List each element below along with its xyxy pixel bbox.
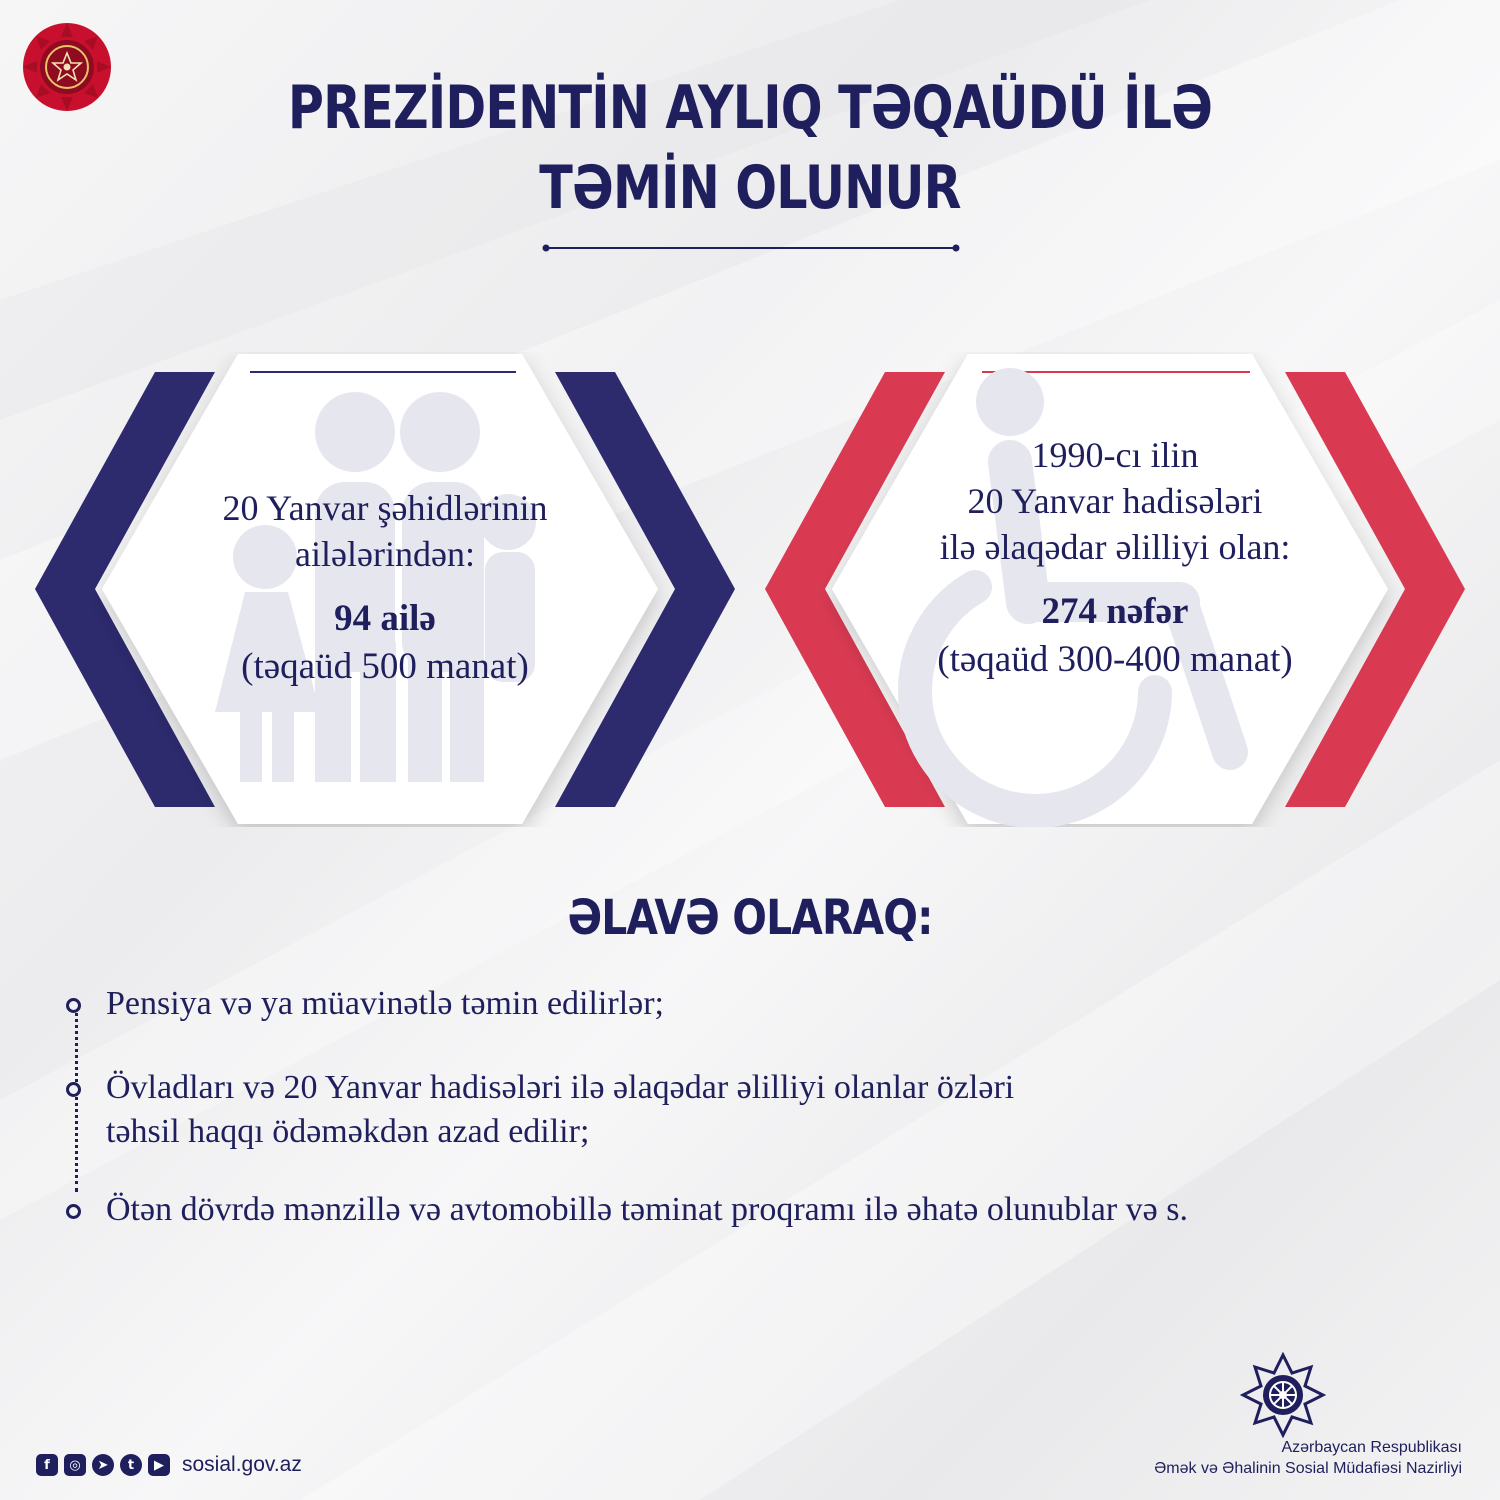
card-stipend: (təqaüd 500 manat) xyxy=(241,646,529,687)
website-link[interactable]: sosial.gov.az xyxy=(182,1453,302,1476)
instagram-icon[interactable]: ◎ xyxy=(64,1454,86,1476)
card-stipend: (təqaüd 300-400 manat) xyxy=(937,639,1293,680)
emblem-logo xyxy=(22,22,112,112)
card-description: 20 Yanvar şəhidlərinin xyxy=(222,488,548,528)
ministry-logo xyxy=(1240,1352,1326,1438)
social-links xyxy=(36,1452,302,1478)
bullet-icon xyxy=(66,1082,81,1097)
ministry-line-1: Azərbaycan Respublikası xyxy=(1281,1439,1462,1456)
bullet-icon xyxy=(66,998,81,1013)
list-connector xyxy=(75,1006,78,1192)
title-divider xyxy=(542,244,960,252)
card-description: ilə əlaqədar əlilliyi olan: xyxy=(939,527,1291,567)
card-disabled-persons xyxy=(760,352,1470,827)
youtube-icon[interactable]: ▶ xyxy=(148,1454,170,1476)
card-description: 1990-cı ilin xyxy=(1031,435,1199,475)
title-line-1: PREZİDENTİN AYLIQ TƏQAÜDÜ İLƏ xyxy=(287,73,1213,143)
twitter-icon[interactable]: t xyxy=(120,1454,142,1476)
page-title xyxy=(135,68,1365,228)
card-description: ailələrindən: xyxy=(295,534,475,574)
card-martyr-families-text xyxy=(30,485,740,691)
list-item-text: Ötən dövrdə mənzillə və avtomobillə təminat proqramı ilə əhatə olunublar və s. xyxy=(106,1191,1188,1228)
telegram-icon[interactable]: ➤ xyxy=(92,1454,114,1476)
section-title: ƏLAVƏ OLARAQ: xyxy=(567,890,933,946)
facebook-icon[interactable]: f xyxy=(36,1454,58,1476)
card-description: 20 Yanvar hadisələri xyxy=(967,481,1263,521)
card-count: 274 nəfər xyxy=(1041,591,1189,632)
card-disabled-persons-text xyxy=(760,432,1470,684)
card-martyr-families xyxy=(30,352,740,827)
list-item-text: Pensiya və ya müavinətlə təmin edilirlər; xyxy=(106,985,664,1022)
card-count: 94 ailə xyxy=(334,598,436,639)
list-item-text: Övladları və 20 Yanvar hadisələri ilə əlaqədar əlilliyi olanlar özləri təhsil haqqı ödəməkdən azad edilir; xyxy=(106,1069,1015,1150)
ministry-line-2: Əmək və Əhalinin Sosial Müdafiəsi Nazirliyi xyxy=(1154,1460,1462,1477)
title-line-2: TƏMİN OLUNUR xyxy=(539,153,961,223)
bullet-icon xyxy=(66,1204,81,1219)
ministry-name xyxy=(1154,1437,1462,1479)
